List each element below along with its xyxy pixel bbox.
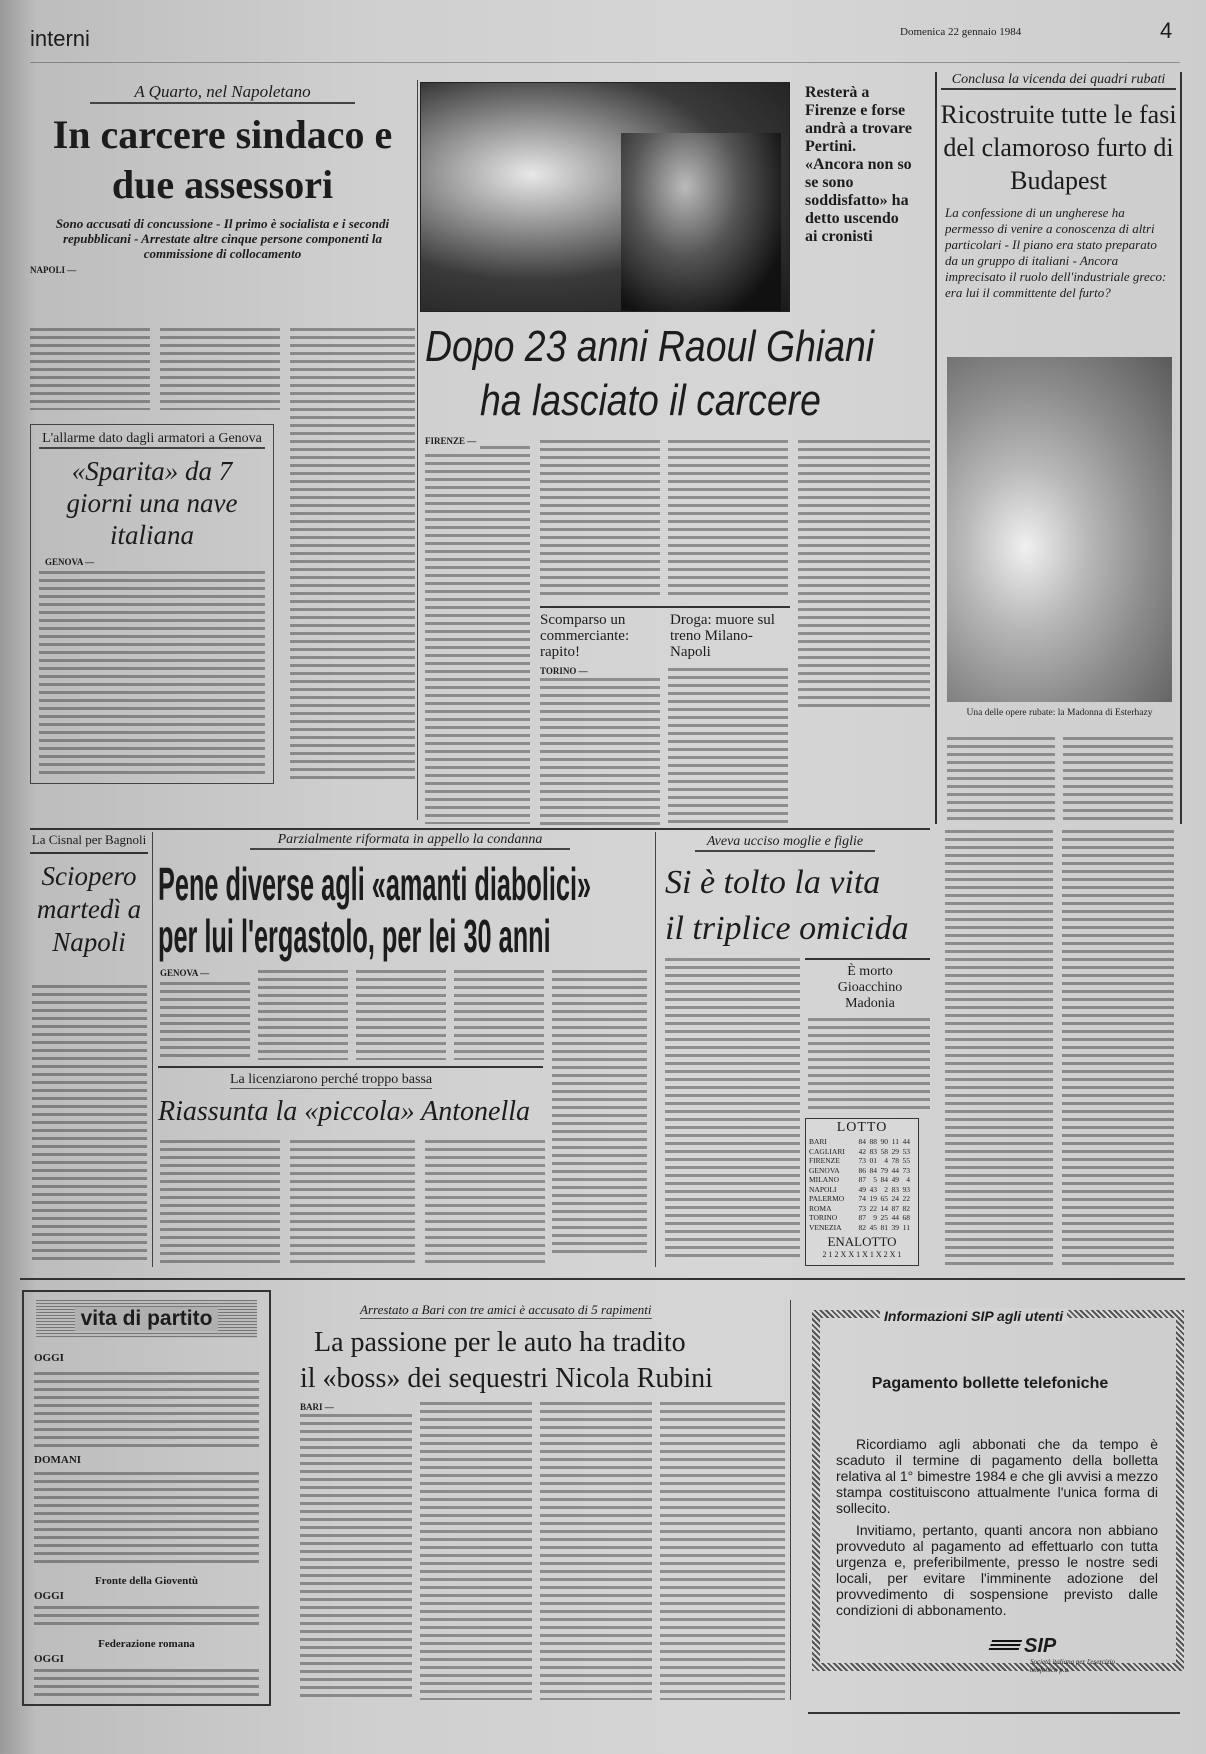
lotto-row (809, 1156, 915, 1166)
lotto-number: 73 (858, 1203, 866, 1213)
article-body-text (945, 830, 1053, 1270)
deck: La confessione di un ungherese ha permesso di venire a conoscenza di altri particolari - Il piano era stato preparato da un gruppo di italiani - Ancora imprecisato il ruolo dell'industriale greco: era lui il committente del furto? (945, 205, 1167, 300)
lotto-number: 11 (891, 1137, 899, 1146)
article-body-text (480, 446, 530, 450)
lotto-number: 5 (873, 1175, 877, 1184)
headline: «Sparita» da 7 giorni una nave italiana (66, 456, 238, 550)
article-body-text (300, 1414, 412, 1700)
lotto-number: 24 (891, 1194, 899, 1203)
lotto-city: NAPOLI (809, 1184, 837, 1194)
heading-oggi: OGGI (34, 1653, 64, 1665)
amanti-headline-1: Pene diverse agli «amanti diabolici» (158, 858, 592, 910)
dateline: BARI — (300, 1402, 334, 1412)
lotto-number: 68 (902, 1213, 910, 1222)
lotto-city: BARI (809, 1137, 827, 1146)
dateline: FIRENZE — (425, 436, 477, 446)
rubini-headline-2: il «boss» dei sequestri Nicola Rubini (300, 1363, 713, 1394)
deck: Sono accusati di concussione - Il primo è socialista e i secondi repubblicani - Arrestate altre cinque persone componenti la commissione di collocamento (55, 216, 390, 261)
lotto-number: 53 (902, 1146, 910, 1156)
lotto-number: 58 (880, 1146, 888, 1156)
lotto-row (809, 1223, 915, 1233)
article-body-text (39, 571, 265, 775)
lotto-row (809, 1194, 915, 1204)
article-body-text (808, 1018, 930, 1110)
article-quarto (30, 82, 415, 275)
article-body-text (290, 1140, 415, 1265)
lotto-number: 49 (858, 1184, 866, 1194)
lotto-number: 39 (891, 1222, 899, 1232)
article-body-text (30, 328, 150, 410)
lotto-number: 29 (891, 1146, 899, 1156)
lotto-number: 9 (873, 1213, 877, 1222)
heading-federazione: Federazione romana (98, 1638, 195, 1650)
article-body-text (454, 970, 544, 1060)
article-body-text (540, 678, 660, 826)
lotto-number: 44 (891, 1213, 899, 1222)
section-label: interni (30, 26, 90, 51)
article-body-text (290, 328, 415, 780)
ghiani-headline-1: Dopo 23 anni Raoul Ghiani (425, 322, 875, 371)
article-body-text (160, 982, 250, 1060)
lotto-number: 93 (902, 1184, 910, 1194)
lotto-number: 25 (880, 1213, 888, 1222)
lotto-city: PALERMO (809, 1194, 845, 1203)
dateline: NAPOLI — (30, 265, 77, 275)
lotto-number: 55 (902, 1156, 910, 1165)
lotto-results-table (806, 1137, 918, 1232)
heading-domani: DOMANI (34, 1454, 82, 1466)
article-body-text (356, 970, 446, 1060)
subhead-droga: Droga: muore sul treno Milano-Napoli (670, 612, 775, 660)
section-text (34, 1372, 259, 1450)
lotto-number: 44 (902, 1137, 910, 1146)
lotto-number: 65 (880, 1194, 888, 1203)
lotto-number: 87 (858, 1175, 866, 1184)
lotto-number: 87 (891, 1203, 899, 1213)
painting-photo (947, 357, 1172, 702)
article-body-text (668, 668, 788, 824)
page-number: 4 (1160, 18, 1173, 43)
enalotto-results: 2 1 2 X X 1 X 1 X 2 X 1 (822, 1250, 902, 1259)
ad-header: Informazioni SIP agli utenti (880, 1308, 1067, 1324)
lotto-number: 73 (902, 1165, 910, 1175)
lotto-number: 42 (858, 1146, 866, 1156)
lotto-row (809, 1147, 915, 1157)
dateline: TORINO — (540, 666, 588, 676)
lotto-number: 4 (884, 1156, 888, 1165)
ghiani-photo (420, 82, 790, 312)
article-body-text (665, 958, 800, 1258)
section-text (34, 1472, 259, 1565)
dateline: GENOVA — (160, 968, 210, 978)
lotto-number: 86 (858, 1165, 866, 1175)
omicida-kicker: Aveva ucciso moglie e figlie (695, 834, 875, 852)
antonella-kicker: La licenziarono perché troppo bassa (230, 1072, 433, 1087)
kicker: La Cisnal per Bagnoli (30, 832, 148, 854)
logo-stripes-icon (988, 1640, 1022, 1652)
heading-oggi: OGGI (34, 1590, 64, 1602)
lotto-number: 84 (858, 1137, 866, 1146)
article-body-text (160, 328, 280, 410)
vita-di-partito-box (22, 1290, 271, 1706)
ad-paragraph-1: Ricordiamo agli abbonati che da tempo è scaduto il termine di pagamento della bolletta relativa al 1° bimestre 1984 e che gli avvisi a mezzo stampa costituiscono attualmente l'unica forma di sollecito. (836, 1436, 1158, 1516)
lotto-number: 88 (869, 1137, 877, 1146)
article-body-text (32, 985, 147, 1265)
lotto-number: 79 (880, 1165, 888, 1175)
section-text (34, 1606, 259, 1628)
ad-paragraph-2: Invitiamo, pertanto, quanti ancora non abbiano provveduto al pagamento ad effettuarlo con tutta urgenza e, preferibilmente, presso le nostre sedi locali, per evitare l'imminente adozione del provvedimento di sospensione previsto dalle condizioni di abbonamento. (836, 1522, 1158, 1618)
rubini-kicker: Arrestato a Bari con tre amici è accusato di 5 rapimenti (360, 1302, 652, 1317)
omicida-headline-2: il triplice omicida (665, 910, 909, 947)
lotto-number: 11 (902, 1222, 910, 1232)
omicida-headline-1: Si è tolto la vita (665, 864, 881, 901)
lotto-row (809, 1166, 915, 1176)
lotto-city: GENOVA (809, 1165, 840, 1175)
article-body-text (425, 1140, 545, 1265)
article-body-text (1063, 737, 1173, 822)
lotto-city: TORINO (809, 1213, 838, 1222)
article-body-text (540, 440, 660, 598)
lotto-number: 87 (858, 1213, 866, 1222)
headline: In carcere sindaco e due assessori (52, 112, 393, 207)
lotto-number: 01 (869, 1156, 877, 1165)
rubini-headline-1: La passione per le auto ha tradito (314, 1327, 686, 1358)
lotto-number: 74 (858, 1194, 866, 1203)
article-body-text (160, 1140, 280, 1265)
article-body-text (552, 970, 647, 1255)
lotto-number: 83 (869, 1146, 877, 1156)
lotto-number: 82 (858, 1222, 866, 1232)
lotto-number: 73 (858, 1156, 866, 1165)
lotto-number: 44 (891, 1165, 899, 1175)
lotto-city: ROMA (809, 1203, 832, 1213)
headline: Sciopero martedì a Napoli (36, 861, 142, 957)
ad-title: Pagamento bollette telefoniche (871, 1375, 1109, 1392)
lotto-number: 78 (891, 1156, 899, 1165)
madonia-box-title: È morto Gioacchino Madonia (837, 964, 903, 1011)
lotto-row (809, 1137, 915, 1147)
lotto-number: 84 (869, 1165, 877, 1175)
lotto-number: 83 (891, 1184, 899, 1194)
lotto-number: 14 (880, 1203, 888, 1213)
lotto-box (805, 1118, 919, 1266)
dateline: GENOVA — (45, 557, 95, 567)
lotto-row (809, 1204, 915, 1214)
amanti-kicker: Parzialmente riformata in appello la condanna (250, 832, 570, 850)
lotto-number: 2 (884, 1184, 888, 1194)
lotto-title: LOTTO (836, 1120, 888, 1135)
issue-date: Domenica 22 gennaio 1984 (900, 26, 1022, 38)
lotto-number: 45 (869, 1222, 877, 1232)
article-body-text (420, 1402, 532, 1700)
article-body-text (540, 1402, 652, 1700)
article-body-text (798, 440, 930, 710)
box-title: vita di partito (75, 1307, 219, 1331)
lotto-city: FIRENZE (809, 1156, 840, 1165)
lotto-number: 22 (902, 1194, 910, 1203)
lotto-number: 49 (891, 1175, 899, 1184)
enalotto-title: ENALOTTO (827, 1234, 897, 1249)
kicker: Conclusa la vicenda dei quadri rubati (941, 72, 1176, 90)
lotto-row (809, 1213, 915, 1223)
heading-oggi: OGGI (34, 1352, 64, 1364)
ghiani-quote: Resterà a Firenze e forse andrà a trovare Pertini. «Ancora non so se sono soddisfatto» ha detto uscendo ai cronisti (805, 84, 912, 245)
article-body-text (258, 970, 348, 1060)
lotto-number: 19 (869, 1194, 877, 1203)
subhead-scomparso: Scomparso un commerciante: rapito! (540, 612, 630, 660)
sip-advertisement (800, 1300, 1180, 1720)
lotto-row (809, 1185, 915, 1195)
antonella-headline: Riassunta la «piccola» Antonella (158, 1096, 531, 1127)
article-body-text (1062, 830, 1174, 1270)
lotto-row (809, 1175, 915, 1185)
lotto-number: 4 (906, 1175, 910, 1184)
article-budapest (935, 72, 1182, 824)
article-body-text (425, 454, 530, 824)
headline: Ricostruite tutte le fasi del clamoroso furto di Budapest (940, 100, 1177, 195)
lotto-number: 43 (869, 1184, 877, 1194)
lotto-city: MILANO (809, 1175, 839, 1184)
section-text (34, 1669, 259, 1696)
article-cisnal (30, 832, 148, 959)
sip-logo: SIP Società italiana per l'esercizio telefonico p.a. (990, 1635, 1120, 1674)
lotto-number: 81 (880, 1222, 888, 1232)
lotto-number: 90 (880, 1137, 888, 1146)
lotto-number: 22 (869, 1203, 877, 1213)
amanti-headline-2: per lui l'ergastolo, per lei 30 anni (158, 910, 551, 962)
lotto-number: 84 (880, 1175, 888, 1184)
article-nave (30, 424, 274, 784)
heading-fronte: Fronte della Gioventù (94, 1575, 199, 1587)
ghiani-headline-2: ha lasciato il carcere (480, 376, 821, 425)
lotto-number: 82 (902, 1203, 910, 1213)
article-body-text (660, 1402, 785, 1700)
lotto-city: VENEZIA (809, 1222, 842, 1232)
kicker: L'allarme dato dagli armatori a Genova (39, 431, 265, 449)
article-body-text (947, 737, 1055, 822)
photo-caption: Una delle opere rubate: la Madonna di Esterhazy (966, 708, 1153, 718)
kicker: A Quarto, nel Napoletano (90, 82, 355, 104)
article-body-text (668, 440, 788, 600)
lotto-city: CAGLIARI (809, 1146, 845, 1156)
